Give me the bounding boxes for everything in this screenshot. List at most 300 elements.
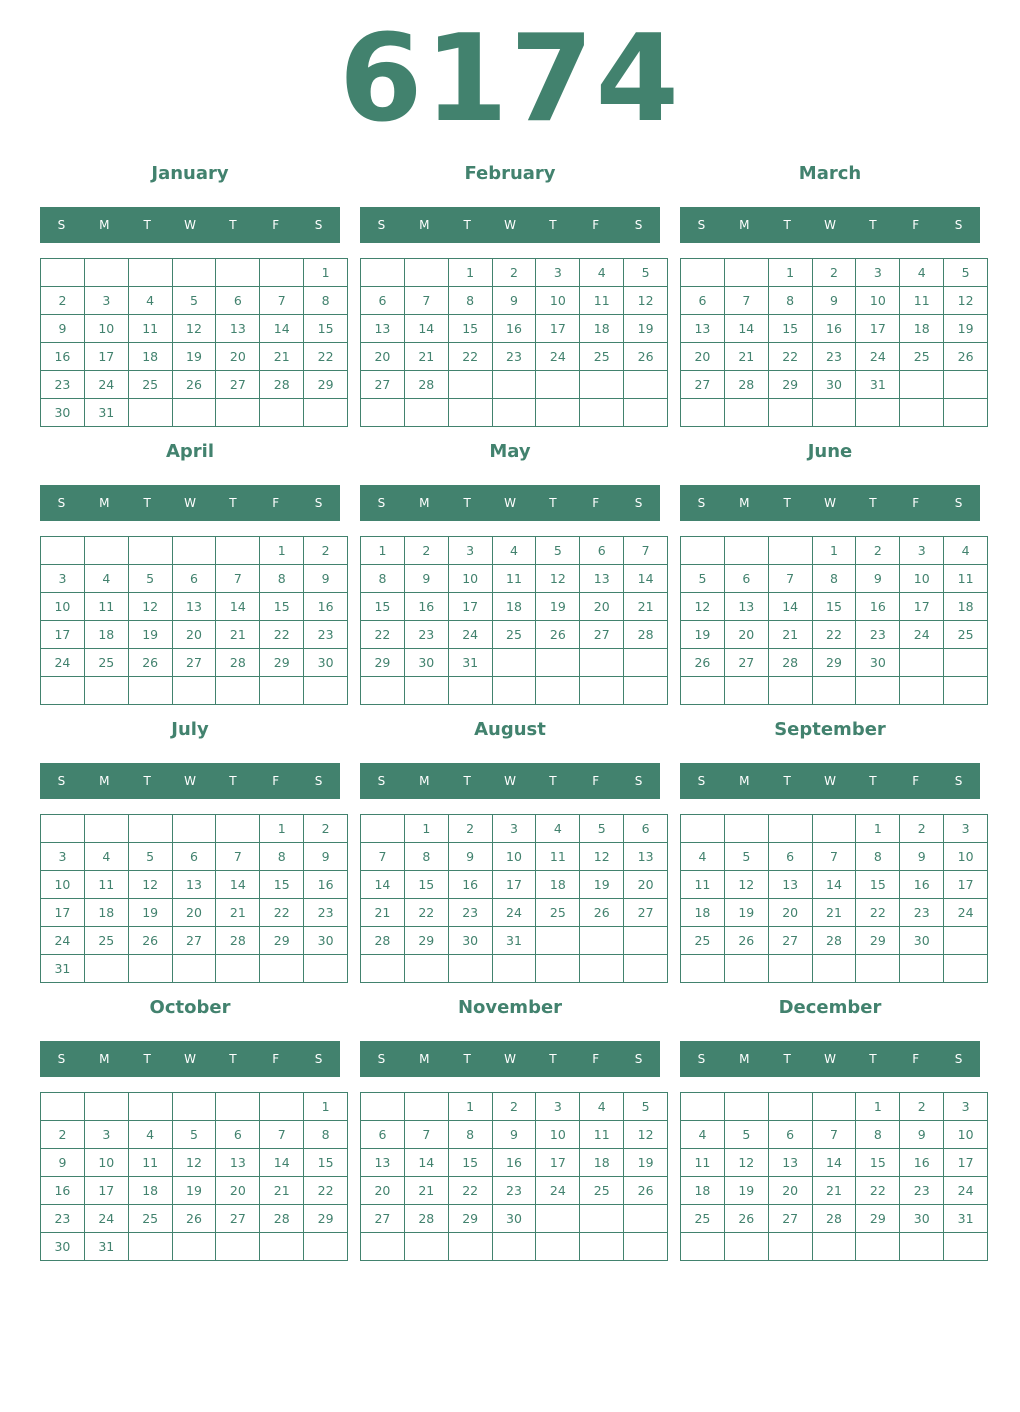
day-cell: 23: [856, 621, 900, 649]
day-cell: 17: [84, 1177, 128, 1205]
day-cell: 23: [900, 1177, 944, 1205]
day-cell: 17: [84, 343, 128, 371]
day-cell: 30: [304, 927, 348, 955]
day-cell: 8: [448, 287, 492, 315]
day-cell: 24: [448, 621, 492, 649]
weekday-label: S: [697, 496, 706, 510]
weekday-label: M: [419, 1052, 430, 1066]
day-cell: 7: [404, 287, 448, 315]
day-cell: 11: [944, 565, 988, 593]
weekday-label: S: [954, 1052, 963, 1066]
day-cell: 25: [536, 899, 580, 927]
weekday-label: F: [912, 774, 920, 788]
weekday-header: [360, 207, 660, 243]
week-row: [681, 315, 988, 343]
empty-day-cell: [84, 815, 128, 843]
day-cell: 13: [361, 1149, 405, 1177]
empty-day-cell: [724, 399, 768, 427]
day-cell: 20: [580, 593, 624, 621]
weekday-label: S: [377, 218, 386, 232]
day-cell: 28: [624, 621, 668, 649]
day-cell: 24: [944, 899, 988, 927]
day-cell: 6: [216, 1121, 260, 1149]
day-cell: 17: [536, 1149, 580, 1177]
day-cell: 14: [361, 871, 405, 899]
day-cell: 9: [812, 287, 856, 315]
day-cell: 9: [856, 565, 900, 593]
day-cell: 30: [812, 371, 856, 399]
empty-day-cell: [900, 955, 944, 983]
day-cell: 12: [624, 1121, 668, 1149]
day-cell: 8: [304, 287, 348, 315]
day-cell: 11: [580, 287, 624, 315]
empty-day-cell: [900, 399, 944, 427]
day-cell: 2: [900, 815, 944, 843]
weekday-label: W: [824, 774, 836, 788]
empty-day-cell: [681, 1233, 725, 1261]
day-cell: 22: [404, 899, 448, 927]
day-grid: [680, 536, 988, 705]
day-cell: 2: [492, 1093, 536, 1121]
day-cell: 29: [304, 1205, 348, 1233]
day-cell: 15: [448, 1149, 492, 1177]
week-row: [361, 927, 668, 955]
day-cell: 24: [900, 621, 944, 649]
day-cell: 26: [128, 649, 172, 677]
weekday-label: T: [783, 1052, 791, 1066]
day-cell: 3: [84, 1121, 128, 1149]
day-cell: 7: [216, 843, 260, 871]
empty-day-cell: [216, 815, 260, 843]
day-cell: 16: [448, 871, 492, 899]
empty-day-cell: [856, 677, 900, 705]
weekday-label: M: [739, 218, 750, 232]
empty-day-cell: [304, 1233, 348, 1261]
empty-day-cell: [172, 1093, 216, 1121]
day-cell: 19: [724, 899, 768, 927]
weekday-label: W: [184, 218, 196, 232]
day-cell: 24: [84, 1205, 128, 1233]
weekday-label: S: [377, 1052, 386, 1066]
day-cell: 5: [172, 1121, 216, 1149]
empty-day-cell: [128, 399, 172, 427]
week-row: [361, 287, 668, 315]
day-cell: 3: [41, 565, 85, 593]
month-march: [680, 158, 980, 426]
empty-day-cell: [724, 537, 768, 565]
empty-day-cell: [448, 399, 492, 427]
day-cell: 15: [812, 593, 856, 621]
empty-day-cell: [172, 1233, 216, 1261]
empty-day-cell: [84, 677, 128, 705]
day-cell: 30: [304, 649, 348, 677]
empty-day-cell: [260, 955, 304, 983]
day-cell: 8: [856, 843, 900, 871]
day-cell: 13: [724, 593, 768, 621]
day-cell: 13: [361, 315, 405, 343]
month-september: [680, 714, 980, 982]
week-row: [41, 315, 348, 343]
weekday-label: T: [869, 496, 877, 510]
day-cell: 13: [172, 593, 216, 621]
day-cell: 9: [492, 1121, 536, 1149]
month-title: August: [474, 719, 546, 740]
empty-day-cell: [492, 371, 536, 399]
day-cell: 29: [304, 371, 348, 399]
weekday-label: F: [592, 774, 600, 788]
week-row: [41, 1205, 348, 1233]
empty-day-cell: [41, 1093, 85, 1121]
day-cell: 1: [856, 815, 900, 843]
empty-day-cell: [856, 955, 900, 983]
week-row: [361, 1205, 668, 1233]
day-cell: 17: [944, 871, 988, 899]
day-cell: 6: [172, 565, 216, 593]
day-cell: 6: [580, 537, 624, 565]
weekday-header: [40, 1041, 340, 1077]
empty-day-cell: [812, 677, 856, 705]
empty-day-cell: [624, 677, 668, 705]
week-row: [681, 621, 988, 649]
day-cell: 24: [856, 343, 900, 371]
month-june: [680, 436, 980, 704]
empty-day-cell: [216, 399, 260, 427]
empty-day-cell: [624, 1233, 668, 1261]
day-cell: 26: [624, 343, 668, 371]
empty-day-cell: [41, 537, 85, 565]
empty-day-cell: [536, 649, 580, 677]
day-cell: 27: [681, 371, 725, 399]
day-grid: [680, 1092, 988, 1261]
weekday-label: F: [272, 774, 280, 788]
day-cell: 25: [128, 1205, 172, 1233]
day-cell: 31: [856, 371, 900, 399]
day-cell: 24: [536, 343, 580, 371]
day-cell: 20: [681, 343, 725, 371]
weekday-label: S: [954, 774, 963, 788]
weekday-label: T: [229, 774, 237, 788]
day-cell: 25: [900, 343, 944, 371]
day-cell: 14: [624, 565, 668, 593]
day-cell: 20: [216, 1177, 260, 1205]
day-cell: 15: [260, 871, 304, 899]
day-cell: 22: [448, 343, 492, 371]
empty-day-cell: [404, 399, 448, 427]
weekday-label: M: [99, 496, 110, 510]
empty-day-cell: [624, 1205, 668, 1233]
day-cell: 7: [404, 1121, 448, 1149]
weekday-label: S: [954, 496, 963, 510]
empty-day-cell: [536, 677, 580, 705]
week-row: [681, 593, 988, 621]
empty-day-cell: [681, 1093, 725, 1121]
week-row: [681, 537, 988, 565]
empty-day-cell: [404, 1233, 448, 1261]
empty-day-cell: [724, 259, 768, 287]
day-cell: 18: [128, 1177, 172, 1205]
month-may: [360, 436, 660, 704]
weekday-label: M: [739, 496, 750, 510]
empty-day-cell: [856, 399, 900, 427]
month-title: June: [807, 441, 853, 462]
weekday-label: W: [184, 774, 196, 788]
day-cell: 19: [681, 621, 725, 649]
month-july: [40, 714, 340, 982]
empty-day-cell: [900, 1233, 944, 1261]
day-cell: 4: [84, 565, 128, 593]
day-cell: 14: [812, 1149, 856, 1177]
empty-day-cell: [768, 677, 812, 705]
day-cell: 4: [681, 1121, 725, 1149]
day-cell: 2: [304, 815, 348, 843]
day-cell: 27: [768, 927, 812, 955]
week-row: [681, 1149, 988, 1177]
week-row: [361, 537, 668, 565]
weekday-header: [40, 485, 340, 521]
empty-day-cell: [448, 1233, 492, 1261]
weekday-label: S: [57, 774, 66, 788]
day-cell: 24: [492, 899, 536, 927]
day-cell: 2: [492, 259, 536, 287]
empty-day-cell: [724, 955, 768, 983]
weekday-label: T: [463, 774, 471, 788]
day-cell: 23: [304, 899, 348, 927]
day-cell: 29: [812, 649, 856, 677]
day-cell: 4: [944, 537, 988, 565]
day-cell: 23: [41, 1205, 85, 1233]
empty-day-cell: [536, 399, 580, 427]
month-title: December: [778, 997, 882, 1018]
weekday-header: [680, 485, 980, 521]
day-cell: 23: [900, 899, 944, 927]
weekday-header: [360, 763, 660, 799]
empty-day-cell: [944, 677, 988, 705]
empty-day-cell: [944, 927, 988, 955]
day-cell: 30: [856, 649, 900, 677]
day-cell: 26: [624, 1177, 668, 1205]
day-cell: 28: [404, 1205, 448, 1233]
weekday-label: F: [272, 1052, 280, 1066]
month-title: October: [149, 997, 231, 1018]
day-cell: 22: [856, 899, 900, 927]
day-cell: 10: [41, 593, 85, 621]
week-row: [361, 593, 668, 621]
empty-day-cell: [304, 677, 348, 705]
week-row: [41, 343, 348, 371]
day-cell: 21: [361, 899, 405, 927]
week-row: [41, 649, 348, 677]
day-cell: 18: [580, 315, 624, 343]
week-row: [41, 399, 348, 427]
weekday-label: S: [377, 774, 386, 788]
day-cell: 1: [260, 537, 304, 565]
day-cell: 12: [724, 871, 768, 899]
empty-day-cell: [172, 259, 216, 287]
day-cell: 2: [41, 287, 85, 315]
day-cell: 13: [216, 315, 260, 343]
empty-day-cell: [304, 955, 348, 983]
day-cell: 4: [580, 1093, 624, 1121]
empty-day-cell: [260, 677, 304, 705]
weekday-label: T: [143, 774, 151, 788]
week-row: [361, 565, 668, 593]
empty-day-cell: [812, 399, 856, 427]
week-row: [361, 259, 668, 287]
day-cell: 21: [260, 1177, 304, 1205]
weekday-label: S: [57, 496, 66, 510]
weekday-label: F: [912, 218, 920, 232]
weekday-label: T: [869, 1052, 877, 1066]
day-cell: 28: [812, 927, 856, 955]
day-grid: [680, 258, 988, 427]
weekday-label: S: [634, 218, 643, 232]
day-cell: 23: [304, 621, 348, 649]
day-cell: 3: [492, 815, 536, 843]
weekday-label: S: [57, 218, 66, 232]
day-cell: 3: [536, 259, 580, 287]
weekday-label: M: [99, 774, 110, 788]
year-title: 6174: [339, 10, 681, 149]
week-row: [361, 871, 668, 899]
day-cell: 17: [492, 871, 536, 899]
empty-day-cell: [944, 955, 988, 983]
weekday-label: M: [419, 496, 430, 510]
empty-day-cell: [260, 1233, 304, 1261]
day-cell: 1: [404, 815, 448, 843]
day-cell: 1: [361, 537, 405, 565]
empty-day-cell: [84, 955, 128, 983]
empty-day-cell: [448, 371, 492, 399]
empty-day-cell: [492, 955, 536, 983]
empty-day-cell: [624, 927, 668, 955]
empty-day-cell: [812, 1093, 856, 1121]
week-row: [41, 871, 348, 899]
weekday-label: T: [463, 496, 471, 510]
week-row: [41, 1093, 348, 1121]
empty-day-cell: [944, 1233, 988, 1261]
day-cell: 18: [84, 621, 128, 649]
weekday-header: [680, 207, 980, 243]
day-cell: 19: [172, 343, 216, 371]
day-cell: 3: [41, 843, 85, 871]
weekday-label: S: [314, 774, 323, 788]
month-august: [360, 714, 660, 982]
day-cell: 25: [84, 927, 128, 955]
week-row: [361, 815, 668, 843]
empty-day-cell: [944, 399, 988, 427]
week-row: [361, 1149, 668, 1177]
day-cell: 20: [724, 621, 768, 649]
day-cell: 6: [724, 565, 768, 593]
week-row: [361, 1233, 668, 1261]
weekday-header: [40, 763, 340, 799]
week-row: [361, 621, 668, 649]
empty-day-cell: [536, 1233, 580, 1261]
day-cell: 11: [84, 871, 128, 899]
empty-day-cell: [681, 815, 725, 843]
day-cell: 9: [900, 1121, 944, 1149]
week-row: [41, 927, 348, 955]
day-cell: 16: [492, 1149, 536, 1177]
month-title: November: [457, 997, 563, 1018]
empty-day-cell: [536, 927, 580, 955]
day-cell: 27: [580, 621, 624, 649]
day-cell: 16: [304, 593, 348, 621]
day-cell: 23: [448, 899, 492, 927]
weekday-label: T: [783, 218, 791, 232]
day-cell: 23: [492, 343, 536, 371]
weekday-label: T: [549, 218, 557, 232]
day-cell: 13: [216, 1149, 260, 1177]
weekday-label: S: [634, 1052, 643, 1066]
day-cell: 26: [172, 371, 216, 399]
weekday-label: S: [634, 496, 643, 510]
weekday-label: T: [463, 1052, 471, 1066]
week-row: [681, 371, 988, 399]
empty-day-cell: [944, 371, 988, 399]
day-cell: 12: [944, 287, 988, 315]
day-cell: 29: [448, 1205, 492, 1233]
week-row: [361, 315, 668, 343]
empty-day-cell: [492, 677, 536, 705]
day-cell: 17: [944, 1149, 988, 1177]
day-cell: 5: [536, 537, 580, 565]
weekday-label: F: [272, 496, 280, 510]
empty-day-cell: [361, 815, 405, 843]
empty-day-cell: [216, 259, 260, 287]
day-cell: 2: [856, 537, 900, 565]
day-cell: 20: [172, 621, 216, 649]
day-cell: 18: [681, 899, 725, 927]
day-cell: 21: [724, 343, 768, 371]
day-cell: 13: [681, 315, 725, 343]
day-cell: 30: [900, 927, 944, 955]
weekday-label: W: [824, 496, 836, 510]
empty-day-cell: [768, 955, 812, 983]
empty-day-cell: [768, 815, 812, 843]
empty-day-cell: [172, 399, 216, 427]
day-cell: 26: [944, 343, 988, 371]
day-grid: [40, 536, 348, 705]
day-cell: 14: [216, 593, 260, 621]
day-cell: 31: [944, 1205, 988, 1233]
month-october: [40, 992, 340, 1260]
weekday-label: S: [314, 1052, 323, 1066]
day-cell: 27: [361, 1205, 405, 1233]
day-cell: 21: [812, 1177, 856, 1205]
day-cell: 1: [812, 537, 856, 565]
day-cell: 15: [260, 593, 304, 621]
day-cell: 11: [128, 315, 172, 343]
week-row: [681, 871, 988, 899]
empty-day-cell: [404, 677, 448, 705]
empty-day-cell: [128, 259, 172, 287]
day-cell: 10: [448, 565, 492, 593]
day-cell: 28: [361, 927, 405, 955]
week-row: [361, 677, 668, 705]
empty-day-cell: [536, 955, 580, 983]
week-row: [681, 927, 988, 955]
day-cell: 28: [724, 371, 768, 399]
day-cell: 29: [404, 927, 448, 955]
month-title: February: [464, 163, 556, 184]
day-cell: 13: [580, 565, 624, 593]
week-row: [681, 343, 988, 371]
day-cell: 12: [172, 315, 216, 343]
day-cell: 21: [260, 343, 304, 371]
day-cell: 2: [900, 1093, 944, 1121]
day-cell: 10: [856, 287, 900, 315]
